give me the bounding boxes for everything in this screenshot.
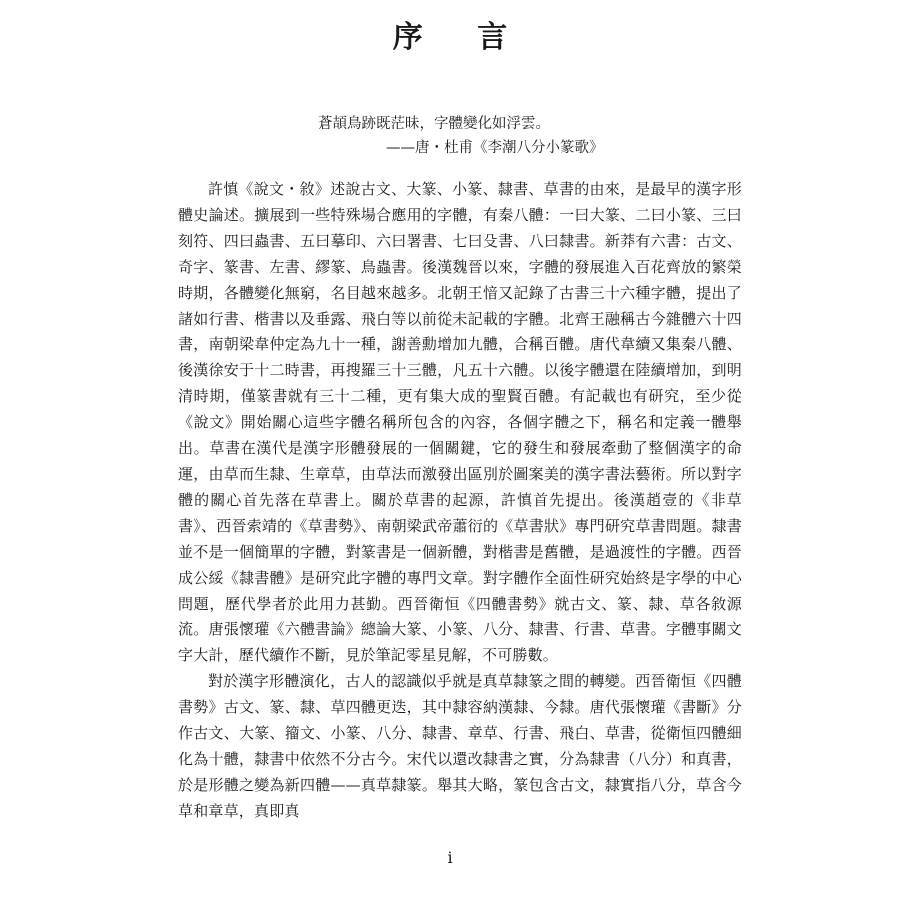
body-text — [178, 177, 742, 825]
epigraph — [318, 112, 604, 160]
page-title: 序 言 — [392, 20, 530, 55]
paragraph-2: 對於漢字形體演化，古人的認識似乎就是真草隸篆之間的轉變。西晉衛恒《四體書勢》古文、篆、隸、草四體更迭，其中隸容納漢隸、今隸。唐代張懷瓘《書斷》分作古文、大篆、籀文、小篆、八分、隸書、章草、行書、飛白、草書，從衛恒四體細化為十體，隸書中依然不分古今。宋代以還改隸書之實，分為隸書（八分）和真書，於是形體之變為新四體——真草隸篆。舉其大略，篆包含古文，隸實指八分，草含今草和章草，真即真 — [178, 672, 742, 820]
page-number: i — [447, 848, 453, 867]
paragraph-1: 許慎《說文・敘》述說古文、大篆、小篆、隸書、草書的由來，是最早的漢字形體史論述。擴展到一些特殊場合應用的字體，有秦八體：一曰大篆、二曰小篆、三曰刻符、四曰蟲書、五曰摹印、六曰署書、七曰殳書、八曰隸書。新莽有六書：古文、奇字、篆書、左書、繆篆、鳥蟲書。後漢魏晉以來，字體的發展進入百花齊放的繁榮時期，各體變化無窮，名目越來越多。北朝王愔又記錄了古書三十六種字體，提出了諸如行書、楷書以及垂露、飛白等以前從未記載的字體。北齊王融稱古今雜體六十四書，南朝梁韋仲定為九十一種，謝善勳增加九體，合稱百體。唐代韋續又集秦八體、後漢徐安于十二時書，再搜羅三十三體，凡五十六體。以後字體還在陸續增加，到明清時期，僅篆書就有三十二種，更有集大成的聖賢百體。有記載也有研究，至少從《說文》開始關心這些字體名稱所包含的內容，各個字體之下，稱名和定義一體舉出。草書在漢代是漢字形體發展的一個關鍵，它的發生和發展牽動了整個漢字的命運，由草而生隸、生章草，由草法而激發出區別於圖案美的漢字書法藝術。所以對字體的關心首先落在草書上。關於草書的起源，許慎首先提出。後漢趙壹的《非草書》、西晉索靖的《草書勢》、南朝梁武帝蕭衍的《草書狀》專門研究草書問題。隸書並不是一個簡單的字體，對篆書是一個新體，對楷書是舊體，是過渡性的字體。西晉成公綏《隸書體》是研究此字體的專門文章。對字體作全面性研究始終是字學的中心問題，歷代學者於此用力甚勤。西晉衛恒《四體書勢》就古文、篆、隸、草各敘源流。唐張懷瓘《六體書論》總論大篆、小篆、八分、隸書、行書、草書。字體事關文字大計，歷代續作不斷，見於筆記零星見解，不可勝數。 — [178, 180, 742, 665]
epigraph-verse: 蒼頡鳥跡既茫昧，字體變化如浮雲。 — [318, 116, 550, 132]
epigraph-source: ——唐・杜甫《李潮八分小篆歌》 — [386, 140, 604, 156]
